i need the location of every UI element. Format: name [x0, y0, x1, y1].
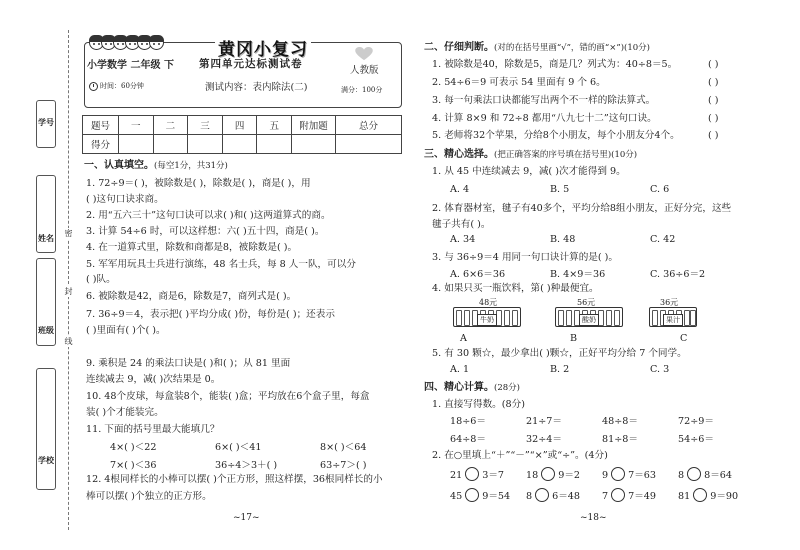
right-expression: 7＝63: [628, 470, 657, 481]
drink-label: 酸奶: [579, 314, 599, 326]
calc-item[interactable]: 18÷6＝: [450, 416, 486, 427]
drink-pictures: [453, 297, 703, 333]
cut-text-mi: 密: [64, 229, 73, 238]
score-input-cell[interactable]: [153, 135, 188, 154]
section-title: 一、认真填空。: [84, 160, 154, 171]
drink-label: 牛奶: [477, 314, 497, 326]
operator-circle[interactable]: [611, 467, 625, 481]
score-cell: 三: [188, 116, 223, 135]
option-c[interactable]: C. 6: [650, 184, 670, 195]
class-label: 班级: [38, 325, 54, 335]
option-b[interactable]: B. 2: [550, 364, 570, 375]
answer-paren[interactable]: ( ): [708, 59, 719, 70]
brand-logo: 黄冈小复习: [215, 35, 311, 60]
choice-options: [450, 269, 750, 281]
left-number: 8: [678, 470, 685, 481]
section-2-heading: [424, 42, 650, 54]
operator-item: [602, 467, 678, 482]
calc-item[interactable]: 48÷8＝: [602, 416, 638, 427]
option-a[interactable]: A. 1: [450, 364, 470, 375]
cut-text-xian: 线: [64, 337, 73, 346]
question-line: ( )这句口诀求商。: [86, 194, 164, 205]
operator-circle[interactable]: [687, 467, 701, 481]
clock-icon: [89, 82, 98, 91]
operator-circle[interactable]: [465, 467, 479, 481]
subject-grade: 小学数学 二年级 下: [87, 60, 174, 71]
question-line: 4. 在一道算式里，除数和商都是8，被除数是( )。: [86, 242, 298, 253]
judge-item: 2. 54÷6＝9 可表示 54 里面有 9 个 6。: [432, 77, 606, 88]
operator-grid: [450, 467, 754, 503]
section-note: (28分): [494, 383, 520, 393]
choice-question: 4. 如果只买一瓶饮料，第( )种最便宜。: [432, 283, 599, 294]
calc-subtitle: 1. 直接写得数。(8分): [432, 399, 525, 410]
operator-item: [450, 467, 526, 482]
unit-test-title: 第四单元达标测试卷: [199, 58, 303, 70]
option-c[interactable]: C. 36÷6＝2: [650, 269, 706, 280]
score-cell: 一: [119, 116, 154, 135]
page-number-left: ~17~: [233, 513, 260, 523]
left-number: 9: [602, 470, 609, 481]
q11-grid: [110, 442, 420, 472]
price-a: 48元: [479, 298, 498, 307]
student-id-label: 学号: [38, 117, 54, 127]
judge-item: 5. 老师将32个苹果，分给8个小朋友，每个小朋友分4个。: [432, 130, 680, 141]
section-note: (把正确答案的序号填在括号里)(10分): [494, 150, 638, 160]
name-label: 姓名: [38, 233, 54, 243]
option-a[interactable]: A. 6×6＝36: [450, 269, 506, 280]
question-line: 12. 4根同样长的小棒可以摆( )个正方形，照这样摆，36根同样长的小: [86, 474, 383, 485]
score-table: [82, 115, 402, 154]
judge-item: 1. 被除数是40，除数是5，商是几？列式为：40÷8＝5。: [432, 59, 678, 70]
right-expression: 9＝2: [558, 470, 581, 481]
calc-item[interactable]: 21÷7＝: [526, 416, 562, 427]
section-title: 二、仔细判断。: [424, 42, 494, 53]
section-note: (每空1分，共31分): [154, 161, 228, 171]
score-cell: 五: [257, 116, 292, 135]
calc-item[interactable]: 54÷6＝: [678, 434, 714, 445]
operator-item: [602, 488, 678, 503]
left-number: 81: [678, 491, 691, 502]
question-line: 10. 48个皮球，每盒装8个，能装( )盒；平均放在6个盒子里，每盒: [86, 391, 370, 402]
calc-item[interactable]: 81÷8＝: [602, 434, 638, 445]
choice-options: [450, 364, 750, 376]
score-cell: 题号: [83, 116, 119, 135]
option-a[interactable]: A. 4: [450, 184, 470, 195]
time-text: 时间：60分钟: [100, 82, 144, 90]
question-line: 3. 计算 54÷6 时，可以这样想：六( )五十四，商是( )。: [86, 226, 325, 237]
answer-paren[interactable]: ( ): [708, 130, 719, 141]
score-input-cell[interactable]: [292, 135, 336, 154]
calc-item[interactable]: 32÷4＝: [526, 434, 562, 445]
heart-icon: [355, 47, 373, 61]
q11-item[interactable]: 4×( )＜22: [110, 442, 157, 453]
question-line: 棒可以摆( )个独立的正方形。: [86, 491, 212, 502]
score-input-cell[interactable]: [336, 135, 402, 154]
milk-pack-image: [453, 307, 521, 327]
left-number: 45: [450, 491, 463, 502]
question-line: ( )里面有( )个( )。: [86, 325, 166, 336]
calc-item[interactable]: 72÷9＝: [678, 416, 714, 427]
option-b[interactable]: B. 48: [550, 234, 576, 245]
cut-line: [68, 30, 69, 530]
yogurt-pack-image: [555, 307, 623, 327]
question-line: 1. 72÷9＝( )，被除数是( )，除数是( )，商是( )，用: [86, 178, 311, 189]
operator-item: [526, 467, 602, 482]
page-number-left-value: 17: [240, 513, 252, 523]
operator-circle[interactable]: [693, 488, 707, 502]
operator-circle[interactable]: [465, 488, 479, 502]
edition: 人教版: [350, 65, 379, 76]
right-expression: 6＝48: [552, 491, 581, 502]
judge-item: 3. 每一句乘法口诀都能写出两个不一样的除法算式。: [432, 95, 656, 106]
score-input-cell[interactable]: [257, 135, 292, 154]
q11-item[interactable]: 8×( )＜64: [320, 442, 367, 453]
left-number: 21: [450, 470, 463, 481]
price-b: 56元: [577, 298, 596, 307]
right-expression: 9＝90: [710, 491, 739, 502]
question-line: 6. 被除数是42，商是6，除数是7，商列式是( )。: [86, 291, 297, 302]
operator-circle[interactable]: [541, 467, 555, 481]
score-table-score-row: [83, 135, 402, 154]
score-row-label: 得分: [83, 135, 119, 154]
calc-item[interactable]: 64÷8＝: [450, 434, 486, 445]
section-title: 四、精心计算。: [424, 382, 494, 393]
section-4-heading: [424, 382, 520, 394]
operator-item: [450, 488, 526, 503]
operator-circle[interactable]: [611, 488, 625, 502]
time-limit: [89, 81, 144, 91]
question-line: 9. 乘积是 24 的乘法口诀是( )和( )；从 81 里面: [86, 358, 291, 369]
option-c[interactable]: C: [680, 333, 688, 344]
question-line: 装( )个才能装完。: [86, 407, 164, 418]
choice-options: [450, 184, 750, 196]
section-note: (对的在括号里画“√”，错的画“×”)(10分): [494, 43, 651, 53]
left-number: 7: [602, 491, 609, 502]
operator-item: [678, 488, 754, 503]
option-b[interactable]: B. 4×9＝36: [550, 269, 606, 280]
option-c[interactable]: C. 42: [650, 234, 676, 245]
option-a[interactable]: A. 34: [450, 234, 476, 245]
score-input-cell[interactable]: [222, 135, 257, 154]
left-number: 18: [526, 470, 539, 481]
calc-subtitle: 2. 在○里填上“＋”“－”“×”或“÷”。(4分): [432, 450, 608, 461]
question-line: 连续减去 9，减( )次结果是 0。: [86, 374, 221, 385]
right-expression: 7＝49: [628, 491, 657, 502]
juice-pack-image: [649, 307, 697, 327]
judge-item: 4. 计算 8×9 和 72÷8 都用“八九七十二”这句口诀。: [432, 113, 657, 124]
school-box[interactable]: [36, 368, 56, 490]
option-a[interactable]: A: [460, 333, 467, 344]
q11-item[interactable]: 7×( )＜36: [110, 460, 157, 471]
option-b[interactable]: B. 5: [550, 184, 570, 195]
cut-text-feng: 封: [64, 287, 73, 296]
choice-question: 1. 从 45 中连续减去 9，减( )次才能得到 9。: [432, 166, 626, 177]
score-input-cell[interactable]: [119, 135, 154, 154]
question-line: ( )队。: [86, 274, 116, 285]
right-expression: 8＝64: [704, 470, 733, 481]
drink-label: 果汁: [663, 314, 683, 326]
section-3-heading: [424, 149, 637, 161]
q11-item[interactable]: 36÷4＞3＋( ): [215, 460, 278, 471]
operator-item: [526, 488, 602, 503]
option-b[interactable]: B: [570, 333, 578, 344]
answer-paren[interactable]: ( ): [708, 113, 719, 124]
question-line: 2. 用“五六三十”这句口诀可以求( )和( )这两道算式的商。: [86, 210, 331, 221]
section-title: 三、精心选择。: [424, 149, 494, 160]
question-line: 5. 军军用玩具士兵进行演练，48 名士兵，每 8 人一队，可以分: [86, 259, 356, 270]
q11-item[interactable]: 63÷7＞( ): [320, 460, 367, 471]
section-1-heading: [84, 160, 228, 172]
right-expression: 9＝54: [482, 491, 511, 502]
choice-options: [460, 333, 780, 345]
header-banner: [84, 42, 402, 108]
right-expression: 3＝7: [482, 470, 505, 481]
operator-circle[interactable]: [535, 488, 549, 502]
choice-options: [450, 234, 750, 246]
q11-item[interactable]: 6×( )＜41: [215, 442, 262, 453]
choice-question: 5. 有 30 颗☆，最少拿出( )颗☆，正好平均分给 7 个同学。: [432, 348, 687, 359]
choice-question: 2. 体育器材室，毽子有40多个，平均分给8组小朋友，正好分完，这些: [432, 203, 732, 214]
score-cell: 二: [153, 116, 188, 135]
school-label: 学校: [38, 455, 54, 465]
score-input-cell[interactable]: [188, 135, 223, 154]
score-cell: 四: [222, 116, 257, 135]
test-content: 测试内容：表内除法(二): [205, 82, 308, 93]
price-c: 36元: [660, 298, 679, 307]
operator-item: [678, 467, 754, 482]
question-line: 11. 下面的括号里最大能填几？: [86, 424, 220, 435]
answer-paren[interactable]: ( ): [708, 95, 719, 106]
question-line: 7. 36÷9＝4，表示把( )平均分成( )份，每份是( )；还表示: [86, 309, 335, 320]
full-score: 满分：100分: [341, 86, 383, 94]
score-cell: 总分: [336, 116, 402, 135]
left-number: 8: [526, 491, 533, 502]
score-table-header-row: [83, 116, 402, 135]
page-number-right: ~18~: [580, 513, 607, 523]
answer-paren[interactable]: ( ): [708, 77, 719, 88]
calc-grid: [450, 416, 754, 446]
page-number-right-value: 18: [587, 513, 599, 523]
choice-question: 毽子共有( )。: [432, 219, 491, 230]
choice-question: 3. 与 36÷9＝4 用同一句口诀计算的是( )。: [432, 252, 619, 263]
option-c[interactable]: C. 3: [650, 364, 670, 375]
binding-margin: [0, 0, 74, 550]
kids-illustration: [89, 35, 161, 55]
score-cell: 附加题: [292, 116, 336, 135]
